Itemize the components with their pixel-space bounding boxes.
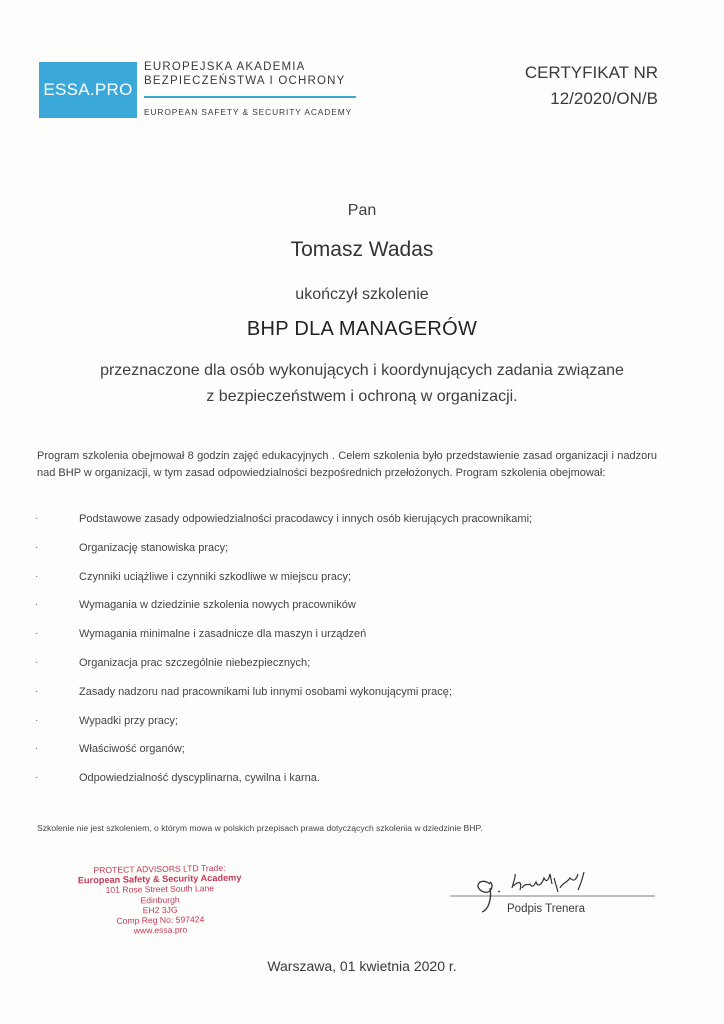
course-purpose bbox=[0, 358, 724, 410]
program-topic-item bbox=[37, 627, 677, 656]
program-topic-text: Odpowiedzialność dyscyplinarna, cywilna i karna. bbox=[79, 772, 320, 785]
completion-text: ukończył szkolenie bbox=[295, 286, 429, 303]
program-topic-text: Organizacja prac szczególnie niebezpiecznych; bbox=[79, 656, 311, 669]
program-topics-list bbox=[37, 512, 677, 800]
program-topic-text: Organizację stanowiska pracy; bbox=[79, 541, 229, 554]
stamp-line: Comp Reg No: 597424 bbox=[116, 914, 205, 926]
course-title: BHP DLA MANAGERÓW bbox=[246, 318, 478, 340]
signature-label: Podpis Trenera bbox=[507, 903, 585, 915]
certificate-number-block bbox=[438, 60, 658, 112]
program-topic-item bbox=[37, 512, 677, 541]
stamp-line: EH2 3JG bbox=[142, 904, 178, 916]
program-topic-item bbox=[37, 714, 677, 743]
stamp-line: 101 Rose Street South Lane bbox=[105, 883, 215, 896]
recipient-name: Tomasz Wadas bbox=[290, 238, 434, 261]
academy-name-pl bbox=[144, 60, 364, 88]
stamp-line: PROTECT ADVISORS LTD Trade: bbox=[93, 862, 226, 876]
salutation: Pan bbox=[347, 202, 377, 219]
program-topic-item bbox=[37, 742, 677, 771]
logo-mark: ESSA.PRO bbox=[43, 80, 133, 99]
course-purpose-line1: przeznaczone dla osób wykonujących i koordynujących zadania związane bbox=[100, 362, 624, 379]
bullet-icon: · bbox=[35, 513, 39, 524]
essa-logo bbox=[39, 62, 137, 118]
certificate-number: 12/2020/ON/B bbox=[550, 89, 658, 108]
program-topic-text: Właściwość organów; bbox=[79, 743, 185, 756]
bullet-icon: · bbox=[35, 656, 39, 668]
bullet-icon: · bbox=[35, 714, 39, 726]
program-topic-text: Wymagania minimalne i zasadnicze dla maszyn i urządzeń bbox=[79, 628, 367, 641]
stamp-line: www.essa.pro bbox=[133, 924, 188, 936]
disclaimer-note: Szkolenie nie jest szkoleniem, o którym mowa w polskich przepisach prawa dotyczących szkolenia w dziedzinie BHP. bbox=[37, 823, 483, 833]
bullet-icon: · bbox=[35, 628, 39, 640]
bullet-icon: · bbox=[35, 772, 39, 784]
program-topic-item bbox=[37, 570, 677, 599]
program-topic-item bbox=[37, 541, 677, 570]
program-topic-item bbox=[37, 685, 677, 714]
bullet-icon: · bbox=[35, 685, 39, 697]
program-topic-text: Wypadki przy pracy; bbox=[79, 714, 178, 727]
program-topic-item bbox=[37, 771, 677, 800]
bullet-icon: · bbox=[35, 599, 39, 611]
logo-divider bbox=[144, 96, 356, 98]
academy-name-pl-line2: BEZPIECZEŃSTWA I OCHRONY bbox=[144, 75, 346, 87]
academy-name-en: EUROPEAN SAFETY & SECURITY ACADEMY bbox=[144, 107, 353, 117]
bullet-icon: · bbox=[35, 743, 39, 755]
certificate-label: CERTYFIKAT NR bbox=[524, 63, 658, 82]
stamp-line: Edinburgh bbox=[140, 894, 180, 905]
program-topic-text: Zasady nadzoru nad pracownikami lub innymi osobami wykonującymi pracę; bbox=[79, 685, 452, 698]
program-topic-text: Czynniki uciążliwe i czynniki szkodliwe w miejscu pracy; bbox=[79, 570, 352, 583]
program-topic-text: Wymagania w dziedzinie szkolenia nowych pracowników bbox=[79, 599, 356, 612]
bullet-icon: · bbox=[35, 570, 39, 582]
course-purpose-line2: z bezpieczeństwem i ochroną w organizacji. bbox=[206, 388, 518, 405]
program-description: Program szkolenia obejmował 8 godzin zajęć edukacyjnych . Celem szkolenia było przedstawienie zasad organizacji i nadzoru nad BHP w organizacji, w tym zasad odpowiedzialności bezpośrednich przełożonych. Program szkolenia obejmował: bbox=[37, 450, 657, 479]
bullet-icon: · bbox=[35, 541, 39, 553]
academy-name-pl-line1: EUROPEJSKA AKADEMIA bbox=[144, 61, 306, 73]
company-stamp bbox=[59, 862, 260, 937]
program-topic-text: Podstawowe zasady odpowiedzialności pracodawcy i innych osób kierujących pracownikami; bbox=[79, 513, 533, 525]
program-topic-item bbox=[37, 656, 677, 685]
stamp-line: European Safety & Security Academy bbox=[77, 872, 242, 886]
place-and-date: Warszawa, 01 kwietnia 2020 r. bbox=[267, 958, 457, 974]
program-topic-item bbox=[37, 598, 677, 627]
